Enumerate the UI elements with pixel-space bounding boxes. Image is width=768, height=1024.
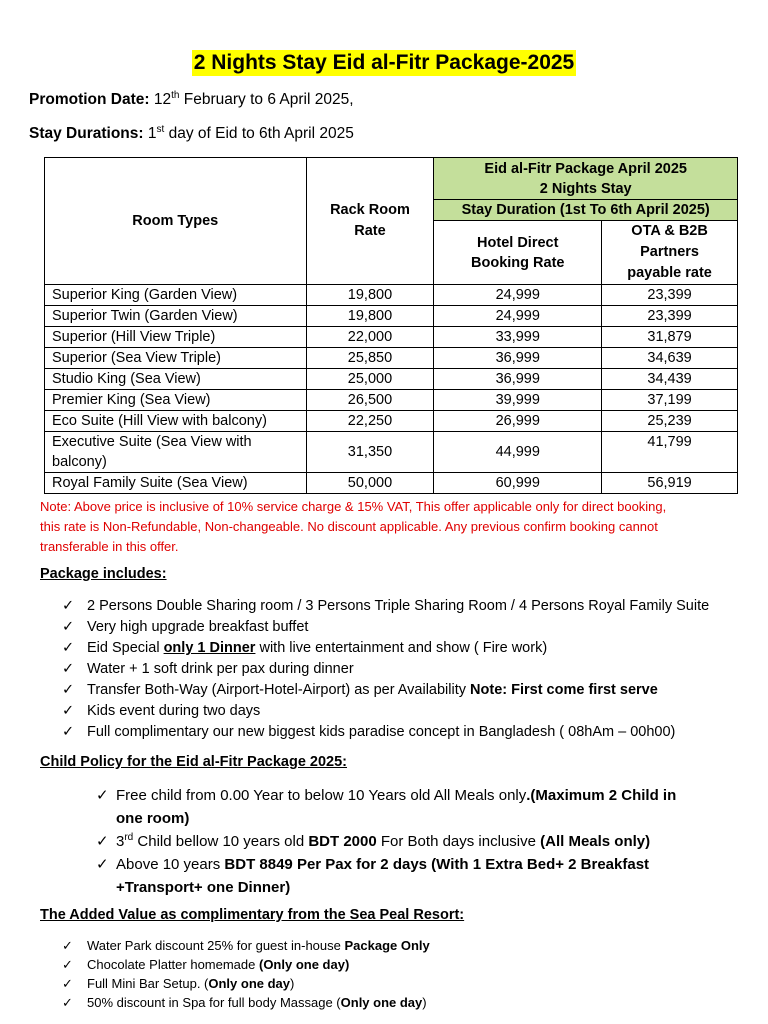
check-icon: ✓ — [62, 995, 73, 1010]
check-icon: ✓ — [96, 856, 109, 873]
room-type-cell: Superior King (Garden View) — [45, 285, 307, 306]
header-package: Eid al-Fitr Package April 2025 2 Nights Stay — [434, 158, 738, 200]
ota-rate-cell: 37,199 — [602, 390, 738, 411]
table-row — [45, 369, 738, 390]
room-type-cell: Executive Suite (Sea View with balcony) — [45, 432, 307, 473]
room-type-cell: Royal Family Suite (Sea View) — [45, 473, 307, 494]
room-type-cell: Studio King (Sea View) — [45, 369, 307, 390]
ota-rate-cell: 41,799 — [602, 432, 738, 473]
table-row — [45, 327, 738, 348]
list-item: ✓ Full Mini Bar Setup. (Only one day) — [62, 976, 295, 991]
list-item: ✓ Kids event during two days — [62, 701, 709, 722]
added-value-heading: The Added Value as complimentary from the Sea Peal Resort: — [40, 907, 465, 923]
list-item: ✓ Chocolate Platter homemade (Only one day) — [62, 957, 350, 972]
table-row — [45, 348, 738, 369]
check-icon: ✓ — [62, 661, 75, 677]
rack-rate-cell: 22,250 — [306, 411, 434, 432]
check-icon: ✓ — [62, 938, 73, 953]
list-item: ✓ Very high upgrade breakfast buffet — [62, 617, 709, 638]
title-block — [0, 50, 768, 76]
check-icon: ✓ — [62, 598, 75, 614]
rack-rate-cell: 19,800 — [306, 285, 434, 306]
room-type-cell: Superior (Sea View Triple) — [45, 348, 307, 369]
stay-duration-line — [29, 124, 354, 144]
rates-table — [44, 157, 738, 494]
rack-rate-cell: 31,350 — [306, 432, 434, 473]
room-type-cell: Premier King (Sea View) — [45, 390, 307, 411]
promotion-date-rest: February to 6 April 2025, — [179, 91, 354, 108]
room-type-cell: Eco Suite (Hill View with balcony) — [45, 411, 307, 432]
child-policy-list — [96, 784, 676, 899]
list-item: ✓ 3rd Child bellow 10 years old BDT 2000 For Both days inclusive (All Meals only) — [96, 830, 676, 853]
page-title: 2 Nights Stay Eid al-Fitr Package-2025 — [193, 51, 575, 74]
ota-rate-cell: 34,439 — [602, 369, 738, 390]
direct-rate-cell: 36,999 — [434, 348, 602, 369]
header-rack-rate: Rack Room Rate — [306, 158, 434, 285]
table-row — [45, 432, 738, 473]
rack-rate-cell: 26,500 — [306, 390, 434, 411]
list-item: ✓ Eid Special only 1 Dinner with live entertainment and show ( Fire work) — [62, 638, 709, 659]
room-type-cell: Superior Twin (Garden View) — [45, 306, 307, 327]
ota-rate-cell: 23,399 — [602, 306, 738, 327]
ota-rate-cell: 25,239 — [602, 411, 738, 432]
promotion-date-line — [29, 90, 354, 110]
table-row — [45, 390, 738, 411]
check-icon: ✓ — [62, 619, 75, 635]
check-icon: ✓ — [62, 976, 73, 991]
table-row — [45, 473, 738, 494]
promotion-date-sup: th — [171, 89, 180, 101]
stay-duration-sup: st — [156, 123, 165, 135]
table-row — [45, 411, 738, 432]
direct-rate-cell: 26,999 — [434, 411, 602, 432]
list-item: ✓ Transfer Both-Way (Airport-Hotel-Airport) as per Availability Note: First come first serve — [62, 680, 709, 701]
rack-rate-cell: 19,800 — [306, 306, 434, 327]
list-item: ✓ Full complimentary our new biggest kids paradise concept in Bangladesh ( 08hAm – 00h00) — [62, 722, 709, 743]
table-row — [45, 306, 738, 327]
ota-rate-cell: 31,879 — [602, 327, 738, 348]
ota-rate-cell: 34,639 — [602, 348, 738, 369]
direct-rate-cell: 36,999 — [434, 369, 602, 390]
list-item: ✓ Water + 1 soft drink per pax during dinner — [62, 659, 709, 680]
list-item: ✓ 2 Persons Double Sharing room / 3 Persons Triple Sharing Room / 4 Persons Royal Family Suite — [62, 596, 709, 617]
promotion-date-label: Promotion Date: — [29, 91, 150, 108]
check-icon: ✓ — [62, 703, 75, 719]
child-policy-heading: Child Policy for the Eid al-Fitr Package 2025: — [40, 754, 348, 770]
stay-duration-day: 1 — [147, 125, 157, 142]
check-icon: ✓ — [96, 833, 109, 850]
price-note: Note: Above price is inclusive of 10% service charge & 15% VAT, This offer applicable only for direct booking, this rate is Non-Refundable, Non-changeable. No discount applicable. Any previous confirm booking cannot transferable in this offer. — [40, 499, 667, 554]
direct-rate-cell: 60,999 — [434, 473, 602, 494]
ota-rate-cell: 56,919 — [602, 473, 738, 494]
stay-duration-label: Stay Durations: — [29, 125, 144, 142]
list-item: ✓ Above 10 years BDT 8849 Per Pax for 2 days (With 1 Extra Bed+ 2 Breakfast +Transport+ one Dinner) — [96, 853, 676, 899]
check-icon: ✓ — [62, 640, 75, 656]
header-hotel-direct: Hotel Direct Booking Rate — [434, 221, 602, 285]
header-stay-duration: Stay Duration (1st To 6th April 2025) — [434, 200, 738, 221]
rack-rate-cell: 25,000 — [306, 369, 434, 390]
rack-rate-cell: 22,000 — [306, 327, 434, 348]
table-row — [45, 285, 738, 306]
direct-rate-cell: 24,999 — [434, 306, 602, 327]
added-value-list — [62, 936, 430, 1012]
rack-rate-cell: 50,000 — [306, 473, 434, 494]
promotion-date-day: 12 — [153, 91, 172, 108]
header-ota-b2b: OTA & B2B Partners payable rate — [602, 221, 738, 285]
ota-rate-cell: 23,399 — [602, 285, 738, 306]
package-includes-heading: Package includes: — [40, 566, 167, 582]
direct-rate-cell: 44,999 — [434, 432, 602, 473]
direct-rate-cell: 39,999 — [434, 390, 602, 411]
room-type-cell: Superior (Hill View Triple) — [45, 327, 307, 348]
direct-rate-cell: 24,999 — [434, 285, 602, 306]
list-item: ✓ Free child from 0.00 Year to below 10 Years old All Meals only.(Maximum 2 Child in one room) — [96, 784, 676, 830]
header-room-types: Room Types — [45, 158, 307, 285]
check-icon: ✓ — [96, 787, 109, 804]
check-icon: ✓ — [62, 957, 73, 972]
check-icon: ✓ — [62, 724, 75, 740]
package-includes-list — [62, 596, 709, 743]
list-item: ✓ Water Park discount 25% for guest in-house Package Only — [62, 938, 430, 953]
stay-duration-rest: day of Eid to 6th April 2025 — [164, 125, 354, 142]
direct-rate-cell: 33,999 — [434, 327, 602, 348]
check-icon: ✓ — [62, 682, 75, 698]
list-item: ✓ 50% discount in Spa for full body Massage (Only one day) — [62, 995, 427, 1010]
rack-rate-cell: 25,850 — [306, 348, 434, 369]
